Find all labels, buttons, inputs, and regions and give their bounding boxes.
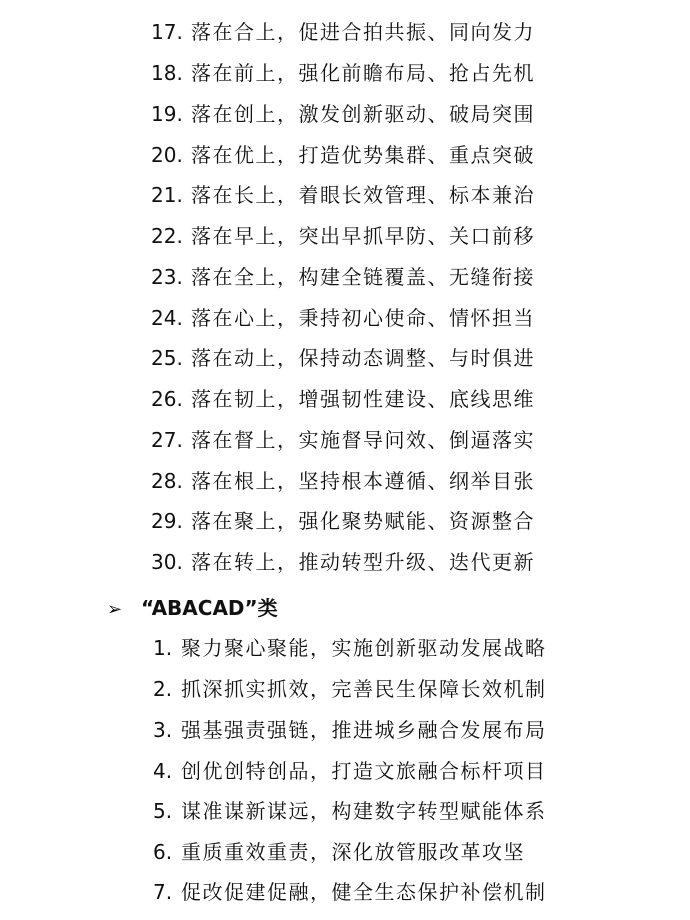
list-item-number: 25. (151, 346, 183, 370)
list-item (151, 338, 535, 378)
list-item-text: 抓深抓实抓效，完善民生保障长效机制 (181, 677, 547, 701)
list-item (151, 216, 535, 256)
list-item-number: 29. (151, 509, 183, 533)
list-item-number: 1. (153, 636, 173, 660)
list-item-text: 落在动上，保持动态调整、与时俱进 (191, 346, 535, 370)
list-item (151, 135, 535, 175)
list-item (153, 872, 547, 912)
list-item-number: 26. (151, 387, 183, 411)
list-item-number: 7. (153, 880, 173, 904)
list-item-number: 2. (153, 677, 173, 701)
section-heading (107, 588, 278, 628)
list-item (151, 175, 535, 215)
list-item-text: 聚力聚心聚能，实施创新驱动发展战略 (181, 636, 547, 660)
list-item (151, 379, 535, 419)
list-item-text: 落在早上，突出早抓早防、关口前移 (191, 224, 535, 248)
list-item-text: 重质重效重责，深化放管服改革攻坚 (181, 840, 525, 864)
list-item-number: 28. (151, 469, 183, 493)
arrow-bullet-icon: ➢ (107, 599, 123, 620)
list-item-text: 落在转上，推动转型升级、迭代更新 (191, 550, 535, 574)
list-item (151, 12, 535, 52)
list-item-text: 落在全上，构建全链覆盖、无缝衔接 (191, 265, 535, 289)
list-item-text: 落在韧上，增强韧性建设、底线思维 (191, 387, 535, 411)
list-item-number: 19. (151, 102, 183, 126)
list-item-number: 21. (151, 183, 183, 207)
list-item-text: 落在创上，激发创新驱动、破局突围 (191, 102, 535, 126)
list-item-text: 落在优上，打造优势集群、重点突破 (191, 143, 535, 167)
list-item-text: 落在聚上，强化聚势赋能、资源整合 (191, 509, 535, 533)
list-item-number: 24. (151, 306, 183, 330)
list-item-number: 30. (151, 550, 183, 574)
list-item (151, 298, 535, 338)
list-item-text: 谋准谋新谋远，构建数字转型赋能体系 (181, 799, 547, 823)
list-item-number: 20. (151, 143, 183, 167)
list-item-number: 17. (151, 20, 183, 44)
list-item (151, 94, 535, 134)
list-item-text: 落在合上，促进合拍共振、同向发力 (191, 20, 535, 44)
list-item-number: 22. (151, 224, 183, 248)
list-item-number: 27. (151, 428, 183, 452)
list-item-number: 4. (153, 759, 173, 783)
list-item-text: 落在根上，坚持根本遵循、纲举目张 (191, 469, 535, 493)
list-item-text: 强基强责强链，推进城乡融合发展布局 (181, 718, 547, 742)
list-item (153, 669, 547, 709)
list-item (153, 832, 525, 872)
list-item (151, 542, 535, 582)
list-item (151, 501, 535, 541)
list-item (153, 628, 547, 668)
list-item-text: 落在长上，着眼长效管理、标本兼治 (191, 183, 535, 207)
section-heading-text: “ABACAD”类 (141, 596, 278, 620)
list-item (153, 751, 547, 791)
list-item (151, 420, 535, 460)
list-item-text: 创优创特创品，打造文旅融合标杆项目 (181, 759, 547, 783)
list-item (151, 461, 535, 501)
list-item (151, 53, 535, 93)
list-item (153, 791, 547, 831)
list-item-number: 5. (153, 799, 173, 823)
list-item-text: 落在前上，强化前瞻布局、抢占先机 (191, 61, 535, 85)
list-item-text: 落在心上，秉持初心使命、情怀担当 (191, 306, 535, 330)
list-item-number: 18. (151, 61, 183, 85)
list-item-number: 6. (153, 840, 173, 864)
list-item-number: 23. (151, 265, 183, 289)
list-item-text: 落在督上，实施督导问效、倒逼落实 (191, 428, 535, 452)
list-item-text: 促改促建促融，健全生态保护补偿机制 (181, 880, 547, 904)
list-item-number: 3. (153, 718, 173, 742)
list-item (151, 257, 535, 297)
list-item (153, 710, 547, 750)
